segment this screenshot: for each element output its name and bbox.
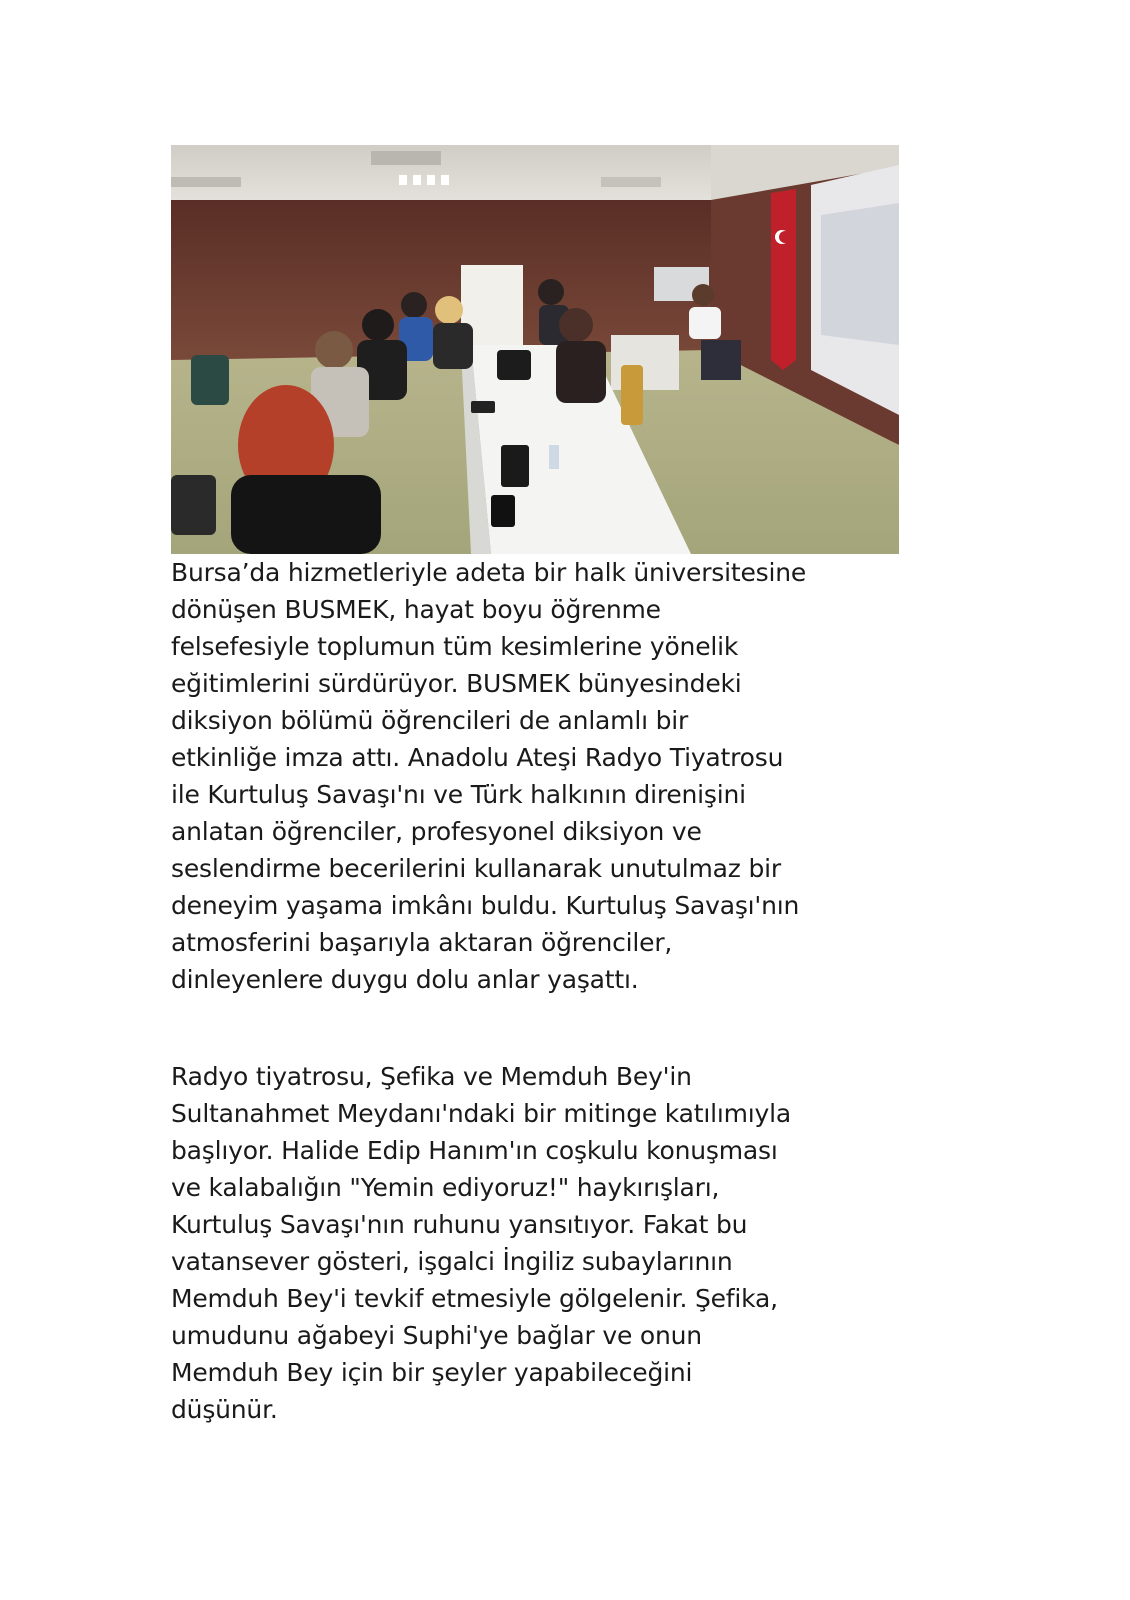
paragraph-line: Kurtuluş Savaşı'nın ruhunu yansıtıyor. Fakat bu [171,1210,748,1239]
classroom-photo [171,145,899,554]
paragraph-line: Memduh Bey'i tevkif etmesiyle gölgelenir. Şefika, [171,1284,778,1313]
paragraph-line: Sultanahmet Meydanı'ndaki bir mitinge katılımıyla [171,1099,791,1128]
paragraph-1 [171,554,911,998]
paragraph-line: Bursa’da hizmetleriyle adeta bir halk üniversitesine [171,558,807,587]
paragraph-line: başlıyor. Halide Edip Hanım'ın coşkulu konuşması [171,1136,778,1165]
paragraph-line: Radyo tiyatrosu, Şefika ve Memduh Bey'in [171,1062,692,1091]
paragraph-line: eğitimlerini sürdürüyor. BUSMEK bünyesindeki [171,669,742,698]
paragraph-line: Memduh Bey için bir şeyler yapabileceğini [171,1358,693,1387]
paragraph-line: düşünür. [171,1395,278,1424]
paragraph-line: etkinliğe imza attı. Anadolu Ateşi Radyo Tiyatrosu [171,743,784,772]
paragraph-line: umudunu ağabeyi Suphi'ye bağlar ve onun [171,1321,702,1350]
paragraph-line: vatansever gösteri, işgalci İngiliz subaylarının [171,1247,733,1276]
paragraph-line: anlatan öğrenciler, profesyonel diksiyon ve [171,817,702,846]
paragraph-line: ve kalabalığın "Yemin ediyoruz!" haykırışları, [171,1173,720,1202]
paragraph-line: seslendirme becerilerini kullanarak unutulmaz bir [171,854,781,883]
paragraph-line: dönüşen BUSMEK, hayat boyu öğrenme [171,595,661,624]
paragraph-line: dinleyenlere duygu dolu anlar yaşattı. [171,965,639,994]
paragraph-line: deneyim yaşama imkânı buldu. Kurtuluş Savaşı'nın [171,891,800,920]
paragraph-line: felsefesiyle toplumun tüm kesimlerine yönelik [171,632,739,661]
paragraph-line: atmosferini başarıyla aktaran öğrenciler, [171,928,673,957]
classroom-photo-icon [171,145,899,554]
paragraph-line: diksiyon bölümü öğrencileri de anlamlı bir [171,706,689,735]
paragraph-line: ile Kurtuluş Savaşı'nı ve Türk halkının direnişini [171,780,746,809]
paragraph-2 [171,1058,911,1428]
